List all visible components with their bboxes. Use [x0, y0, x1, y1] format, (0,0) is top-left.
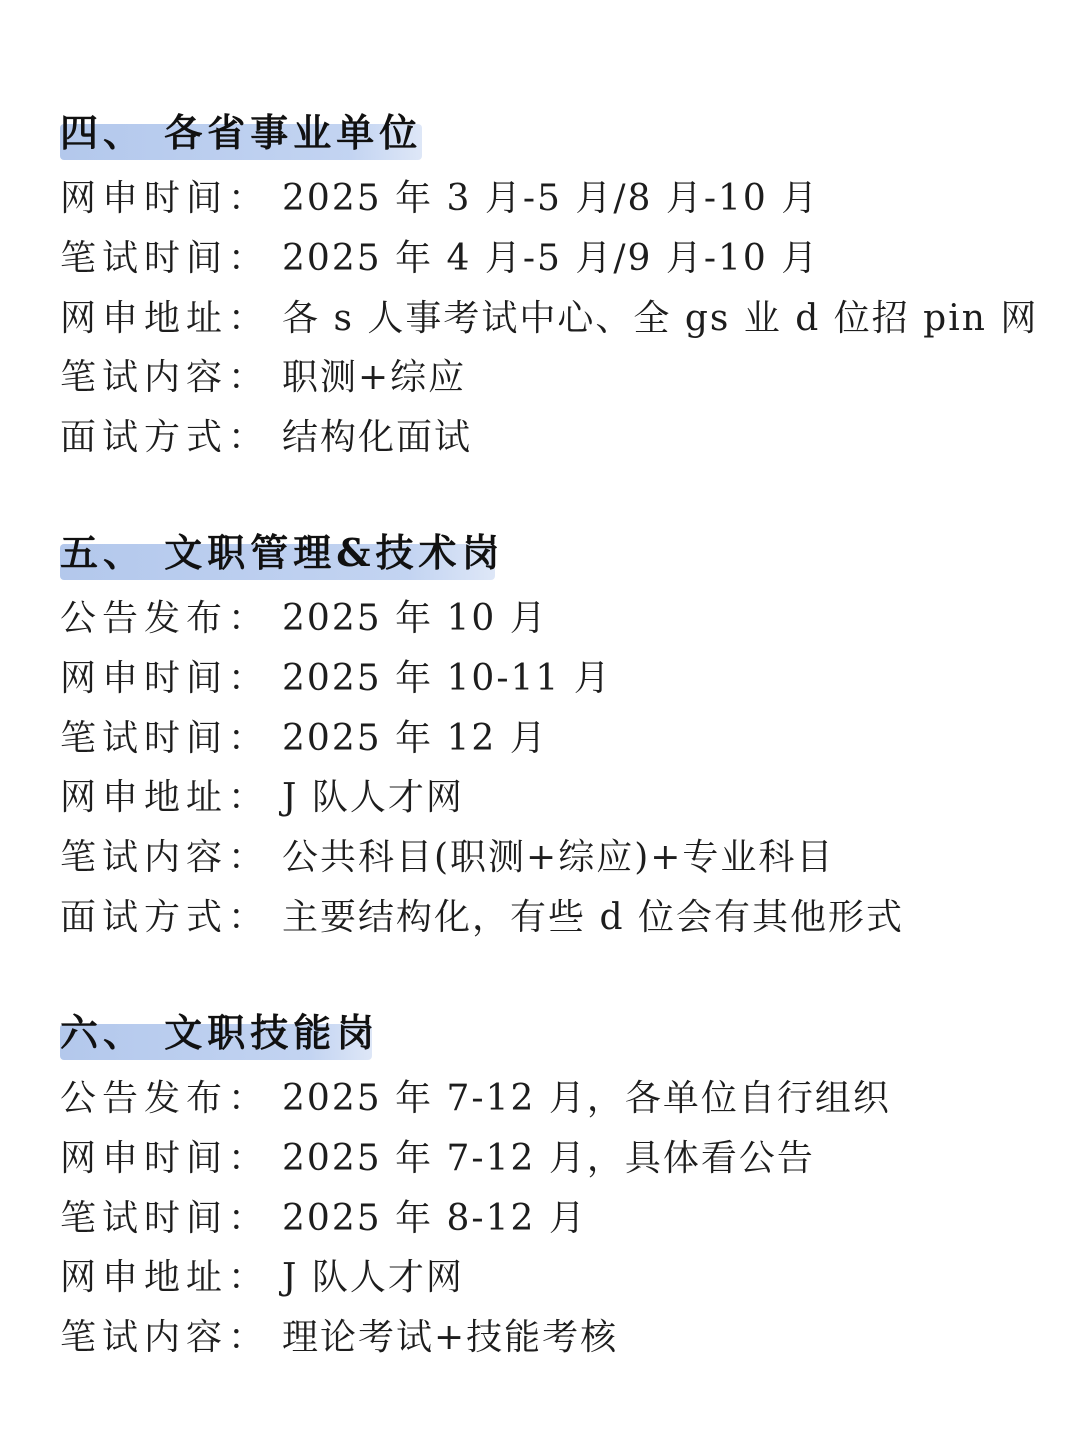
- row-label: 网申时间：: [60, 178, 271, 220]
- info-row: [60, 226, 1050, 286]
- section-provincial-public-institutions: [60, 108, 1050, 464]
- info-row: [60, 884, 1050, 944]
- row-label: 笔试时间：: [60, 1197, 271, 1239]
- row-value: 2025 年 4 月-5 月/9 月-10 月: [282, 238, 820, 280]
- row-value: 2025 年 10-11 月: [282, 658, 612, 700]
- row-value: J 队人才网: [282, 777, 464, 819]
- row-value: 2025 年 7-12 月，各单位自行组织: [282, 1078, 891, 1120]
- info-row: [60, 646, 1050, 706]
- section-heading-wrap: [60, 108, 1050, 164]
- row-value: 2025 年 3 月-5 月/8 月-10 月: [282, 178, 820, 220]
- info-row: [60, 1305, 1050, 1365]
- info-row: [60, 1126, 1050, 1186]
- row-label: 笔试内容：: [60, 357, 271, 399]
- row-label: 网申地址：: [60, 777, 271, 819]
- info-row: [60, 825, 1050, 885]
- section-heading: 四、 各省事业单位: [60, 110, 423, 155]
- info-row: [60, 765, 1050, 825]
- section-heading-wrap: [60, 528, 1050, 584]
- row-label: 网申时间：: [60, 658, 271, 700]
- row-value: 2025 年 12 月: [282, 717, 548, 759]
- info-row: [60, 1066, 1050, 1126]
- row-value: 各 s 人事考试中心、全 gs 业 d 位招 pin 网: [282, 297, 1039, 339]
- row-label: 面试方式：: [60, 417, 271, 459]
- row-value: 结构化面试: [282, 417, 473, 459]
- section-heading: 五、 文职管理&技术岗: [60, 530, 505, 575]
- row-label: 网申时间：: [60, 1138, 271, 1180]
- row-value: 主要结构化，有些 d 位会有其他形式: [282, 896, 904, 938]
- info-row: [60, 166, 1050, 226]
- section-civilian-management-technical: [60, 528, 1050, 944]
- info-row: [60, 405, 1050, 465]
- row-value: 理论考试+技能考核: [282, 1317, 619, 1359]
- info-row: [60, 705, 1050, 765]
- row-label: 面试方式：: [60, 896, 271, 938]
- section-civilian-skills: [60, 1008, 1050, 1364]
- row-label: 网申地址：: [60, 297, 271, 339]
- row-value: 2025 年 7-12 月，具体看公告: [282, 1138, 815, 1180]
- info-row: [60, 586, 1050, 646]
- info-row: [60, 1245, 1050, 1305]
- info-row: [60, 1185, 1050, 1245]
- row-label: 公告发布：: [60, 598, 271, 640]
- info-row: [60, 345, 1050, 405]
- row-value: 职测+综应: [282, 357, 467, 399]
- section-heading-wrap: [60, 1008, 1050, 1064]
- row-label: 笔试内容：: [60, 837, 271, 879]
- row-label: 公告发布：: [60, 1078, 271, 1120]
- row-label: 网申地址：: [60, 1257, 271, 1299]
- row-value: J 队人才网: [282, 1257, 464, 1299]
- row-value: 2025 年 10 月: [282, 598, 548, 640]
- row-label: 笔试时间：: [60, 238, 271, 280]
- row-value: 2025 年 8-12 月: [282, 1197, 587, 1239]
- row-label: 笔试时间：: [60, 717, 271, 759]
- section-heading: 六、 文职技能岗: [60, 1010, 380, 1055]
- row-label: 笔试内容：: [60, 1317, 271, 1359]
- info-row: [60, 285, 1050, 345]
- row-value: 公共科目(职测+综应)+专业科目: [282, 837, 835, 879]
